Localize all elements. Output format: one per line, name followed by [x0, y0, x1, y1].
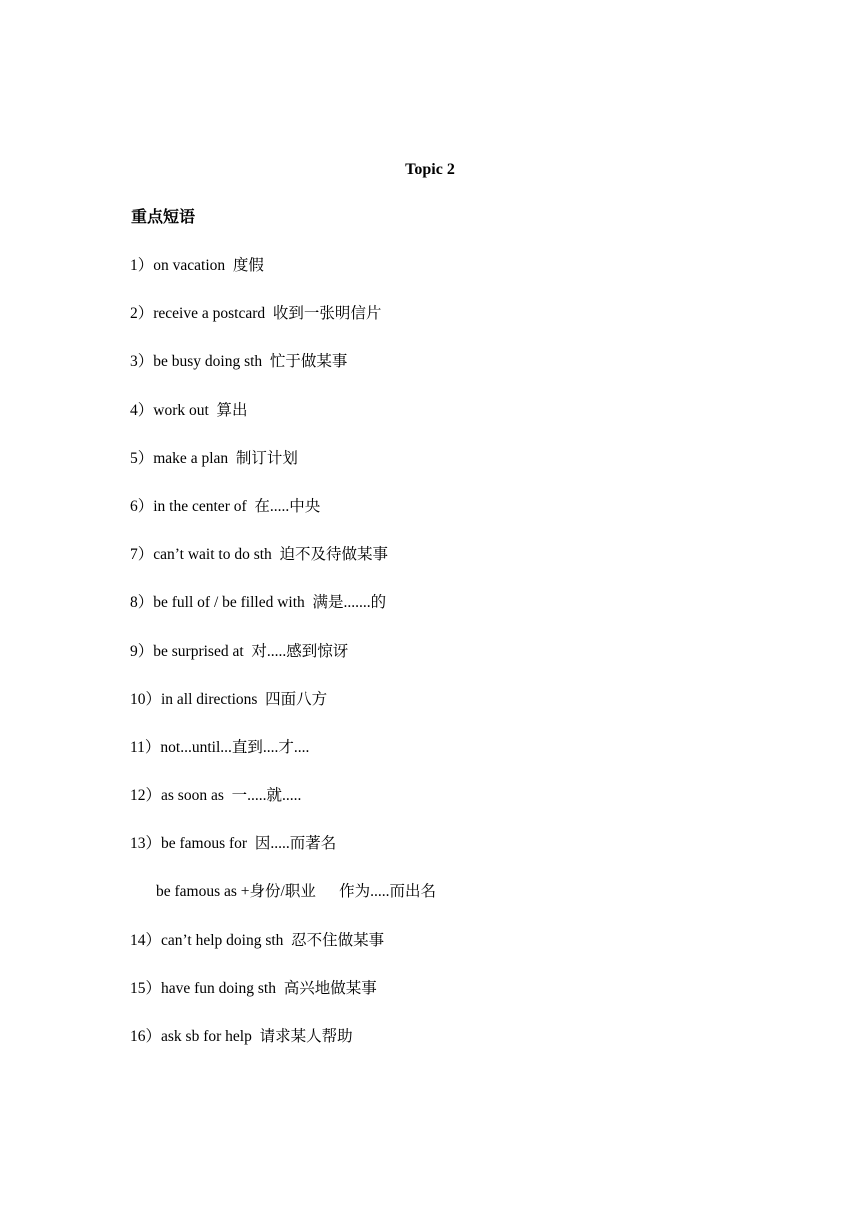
- document-title: Topic 2: [405, 161, 455, 178]
- phrase-item: 11）not...until...直到....才....: [130, 738, 310, 756]
- phrase-item: 3）be busy doing sth 忙于做某事: [130, 353, 348, 371]
- phrase-item: 2）receive a postcard 收到一张明信片: [130, 305, 382, 323]
- phrase-item: 4）work out 算出: [130, 401, 248, 419]
- phrase-item: 13）be famous for 因.....而著名: [130, 835, 337, 853]
- phrase-item: 6）in the center of 在.....中央: [130, 497, 321, 515]
- phrase-item: 12）as soon as 一.....就.....: [130, 787, 302, 805]
- phrase-item: 5）make a plan 制订计划: [130, 449, 298, 467]
- phrase-subitem: be famous as +身份/职业 作为.....而出名: [156, 883, 436, 901]
- phrase-item: 10）in all directions 四面八方: [130, 690, 328, 708]
- section-heading: 重点短语: [131, 209, 196, 226]
- phrase-item: 8）be full of / be filled with 满是.......的: [130, 594, 387, 612]
- phrase-list: [130, 254, 436, 1073]
- phrase-item: 7）can’t wait to do sth 迫不及待做某事: [130, 546, 389, 564]
- phrase-item: 1）on vacation 度假: [130, 257, 264, 274]
- phrase-item: 14）can’t help doing sth 忍不住做某事: [130, 931, 385, 949]
- phrase-item: 15）have fun doing sth 高兴地做某事: [130, 979, 377, 997]
- phrase-item: 16）ask sb for help 请求某人帮助: [130, 1028, 353, 1045]
- phrase-item: 9）be surprised at 对.....感到惊讶: [130, 642, 349, 660]
